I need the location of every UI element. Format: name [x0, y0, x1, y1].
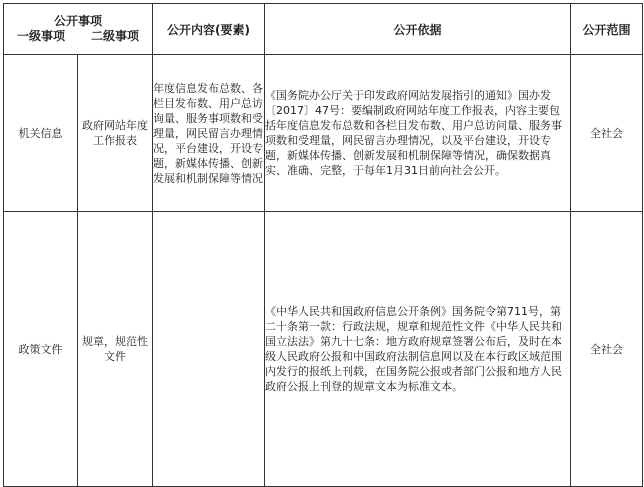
- cell-content: [153, 212, 265, 487]
- cell-level1: 政策文件: [4, 212, 78, 487]
- cell-content: 年度信息发布总数、各栏目发布数、用户总访询量、服务事项数和受理量，网民留言办理情况，平台建设，开设专题，新媒体传播、创新发展和机制保障等情况: [153, 55, 265, 212]
- header-level2: 二级事项: [90, 29, 139, 43]
- header-level1: 一级事项: [16, 29, 65, 43]
- header-levels: [4, 29, 152, 44]
- header-disclosure-item-label: 公开事项: [53, 14, 102, 28]
- disclosure-table: [3, 3, 643, 487]
- cell-scope: 全社会: [571, 212, 643, 487]
- cell-scope: 全社会: [571, 55, 643, 212]
- cell-level2: 规章，规范性文件: [78, 212, 153, 487]
- header-disclosure-item: [4, 4, 153, 55]
- header-row: [4, 4, 643, 55]
- cell-basis: 《中华人民共和国政府信息公开条例》国务院令第711号，第二十条第一款：行政法规，规章和规范性文件《中华人民共和国立法法》第九十七条：地方政府规章签署公布后，及时在本级人民政府公报和中国政府法制信息网以及在本行政区域范围内发行的报纸上刊载，在国务院公报或者部门公报和地方人民政府公报上刊登的规章文本为标准文本。: [265, 212, 571, 487]
- table-row: [4, 55, 643, 212]
- cell-level2: 政府网站年度工作报表: [78, 55, 153, 212]
- cell-basis: 《国务院办公厅关于印发政府网站发展指引的通知》国办发〔2017〕47号：要编制政府网站年度工作报表，内容主要包括年度信息发布总数和各栏目发布数、用户总访问量、服务事项数和受理量，网民留言办理情况，以及平台建设，开设专题，新媒体传播、创新发展和机制保障等情况，确保数据真实、准确、完整，于每年1月31日前向社会公开。: [265, 55, 571, 212]
- header-content: 公开内容(要素): [153, 4, 265, 55]
- table-row: [4, 212, 643, 487]
- header-basis: 公开依据: [265, 4, 571, 55]
- header-scope: 公开范围: [571, 4, 643, 55]
- cell-level1: 机关信息: [4, 55, 78, 212]
